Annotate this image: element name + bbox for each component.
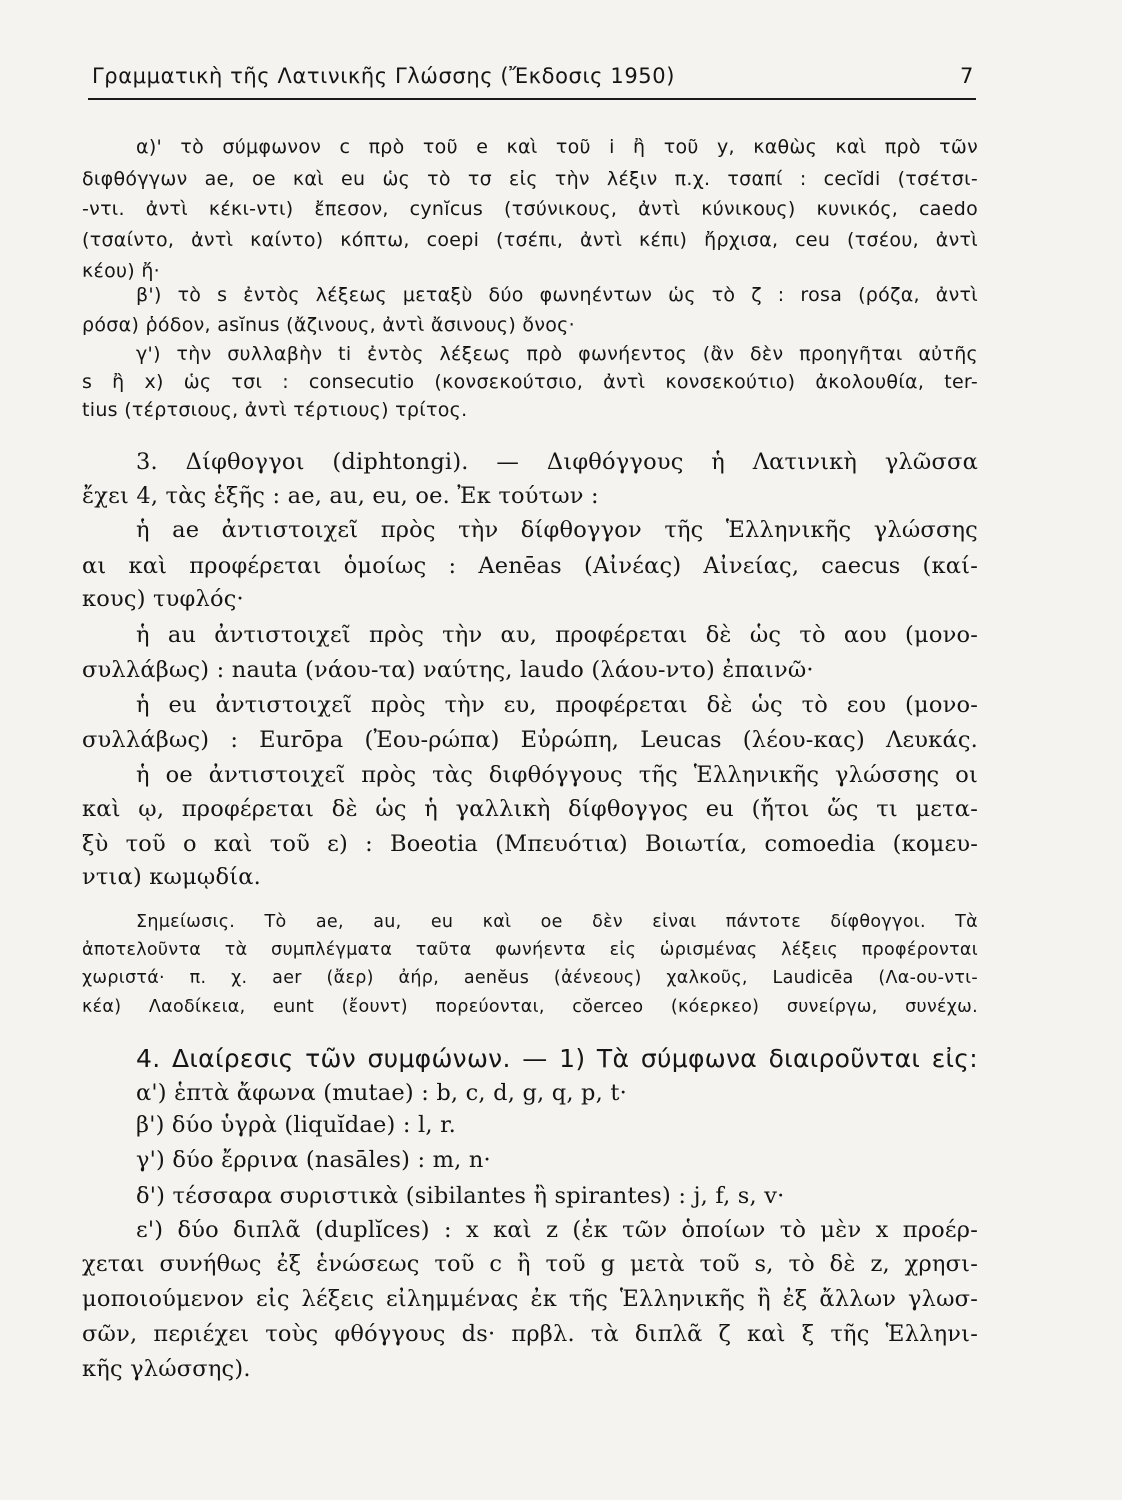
text-line: μοποιούμενον εἰς λέξεις εἰλημμένας ἐκ τῆς Ἑλληνικῆς ἢ ἐξ ἄλλων γλωσ-	[82, 1286, 978, 1312]
text-line: β') τὸ s ἐντὸς λέξεως μεταξὺ δύο φωνηέντων ὡς τὸ ζ : rosa (ρόζα, ἀντὶ	[136, 284, 978, 306]
text-line: αι καὶ προφέρεται ὁμοίως : Aenēas (Αἰνέας) Αἰνείας, caecus (καί-	[82, 553, 978, 579]
text-line: κέου) ἤ·	[82, 260, 161, 282]
list-item: γ') δύο ἔρρινα (nasāles) : m, n·	[136, 1147, 491, 1173]
running-header	[92, 64, 974, 88]
text-line: ἡ ae ἀντιστοιχεῖ πρὸς τὴν δίφθογγον τῆς Ἑλληνικῆς γλώσσης	[136, 517, 978, 543]
list-item: δ') τέσσαρα συριστικὰ (sibilantes ἢ spirantes) : j, f, s, v·	[136, 1183, 785, 1209]
text-line: κους) τυφλός·	[82, 586, 244, 612]
note-line: κέα) Λαοδίκεια, eunt (ἔουντ) πορεύονται, cŏerceo (κόερκεο) συνείργω, συνέχω.	[82, 997, 978, 1017]
text-line: ντια) κωμῳδία.	[82, 864, 261, 890]
text-line: συλλάβως) : nauta (νάου-τα) ναύτης, laudo (λάου-ντο) ἐπαινῶ·	[82, 657, 814, 683]
page-number: 7	[960, 64, 974, 88]
text-line: καὶ ῳ, προφέρεται δὲ ὡς ἡ γαλλικὴ δίφθογγος eu (ἤτοι ὥς τι μετα-	[82, 796, 978, 822]
text-line: σῶν, περιέχει τοὺς φθόγγους ds· πρβλ. τὰ διπλᾶ ζ καὶ ξ τῆς Ἑλληνι-	[82, 1321, 978, 1347]
section-4-heading: 4. Διαίρεσις τῶν συμφώνων. — 1) Τὰ σύμφωνα διαιροῦνται εἰς:	[136, 1044, 978, 1073]
text-line: γ') τὴν συλλαβὴν ti ἐντὸς λέξεως πρὸ φωνήεντος (ἂν δὲν προηγῆται αὐτῆς	[136, 343, 978, 365]
text-line: ἡ au ἀντιστοιχεῖ πρὸς τὴν αυ, προφέρεται δὲ ὡς τὸ αου (μονο-	[136, 622, 978, 648]
list-item: α') ἑπτὰ ἄφωνα (mutae) : b, c, d, g, q, p, t·	[136, 1080, 627, 1106]
text-line: α)' τὸ σύμφωνον c πρὸ τοῦ e καὶ τοῦ i ἢ τοῦ y, καθὼς καὶ πρὸ τῶν	[136, 136, 978, 158]
note-line: ἀποτελοῦντα τὰ συμπλέγματα ταῦτα φωνήεντα εἰς ὡρισμένας λέξεις προφέρονται	[82, 940, 978, 960]
section-3-heading: 3. Δίφθογγοι (diphtongi). — Διφθόγγους ἡ Λατινικὴ γλῶσσα	[136, 449, 978, 475]
list-item: ε') δύο διπλᾶ (duplĭces) : x καὶ z (ἐκ τῶν ὁποίων τὸ μὲν x προέρ-	[136, 1217, 978, 1243]
text-line: χεται συνήθως ἐξ ἑνώσεως τοῦ c ἢ τοῦ g μετὰ τοῦ s, τὸ δὲ z, χρησι-	[82, 1251, 978, 1277]
text-line: ξὺ τοῦ ο καὶ τοῦ ε) : Boeotia (Μπευότια) Βοιωτία, comoedia (κομευ-	[82, 831, 978, 857]
note-line: χωριστά· π. χ. aer (ἄερ) ἀήρ, aenĕus (ἀένεους) χαλκοῦς, Laudicēa (Λα-ου-ντι-	[82, 968, 978, 988]
text-line: ρόσα) ῥόδον, asĭnus (ἄζινους, ἀντὶ ἄσινους) ὄνος·	[82, 314, 575, 336]
text-line: tius (τέρτσιους, ἀντὶ τέρτιους) τρίτος.	[82, 399, 468, 421]
header-title: Γραμματικὴ τῆς Λατινικῆς Γλώσσης (Ἔκδοσις 1950)	[92, 64, 676, 88]
list-item: β') δύο ὑγρὰ (liquĭdae) : l, r.	[136, 1112, 456, 1138]
text-line: ἔχει 4, τὰς ἑξῆς : ae, au, eu, oe. Ἐκ τούτων :	[82, 483, 599, 509]
text-line: διφθόγγων ae, oe καὶ eu ὡς τὸ τσ εἰς τὴν λέξιν π.χ. τσαπί : cecĭdi (τσέτσι-	[82, 168, 978, 190]
text-line: s ἢ x) ὡς τσι : consecutio (κονσεκούτσιο, ἀντὶ κονσεκούτιο) ἀκολουθία, ter-	[82, 371, 978, 393]
text-line: (τσαίντο, ἀντὶ καίντο) κόπτω, coepi (τσέπι, ἀντὶ κέπι) ἤρχισα, ceu (τσέου, ἀντὶ	[82, 229, 978, 251]
text-line: ἡ eu ἀντιστοιχεῖ πρὸς τὴν ευ, προφέρεται δὲ ὡς τὸ εου (μονο-	[136, 692, 978, 718]
text-line: ἡ oe ἀντιστοιχεῖ πρὸς τὰς διφθόγγους τῆς Ἑλληνικῆς γλώσσης οι	[136, 762, 978, 788]
header-rule	[88, 98, 976, 100]
note-line: Σημείωσις. Τὸ ae, au, eu καὶ oe δὲν εἶναι πάντοτε δίφθογγοι. Τὰ	[136, 912, 978, 932]
text-line: κῆς γλώσσης).	[82, 1356, 251, 1382]
text-line: -ντι. ἀντὶ κέκι-ντι) ἔπεσον, cynĭcus (τσύνικους, ἀντὶ κύνικους) κυνικός, caedo	[82, 198, 978, 220]
text-line: συλλάβως) : Eurōpa (Ἐου-ρώπα) Εὐρώπη, Leucas (λέου-κας) Λευκάς.	[82, 727, 978, 753]
